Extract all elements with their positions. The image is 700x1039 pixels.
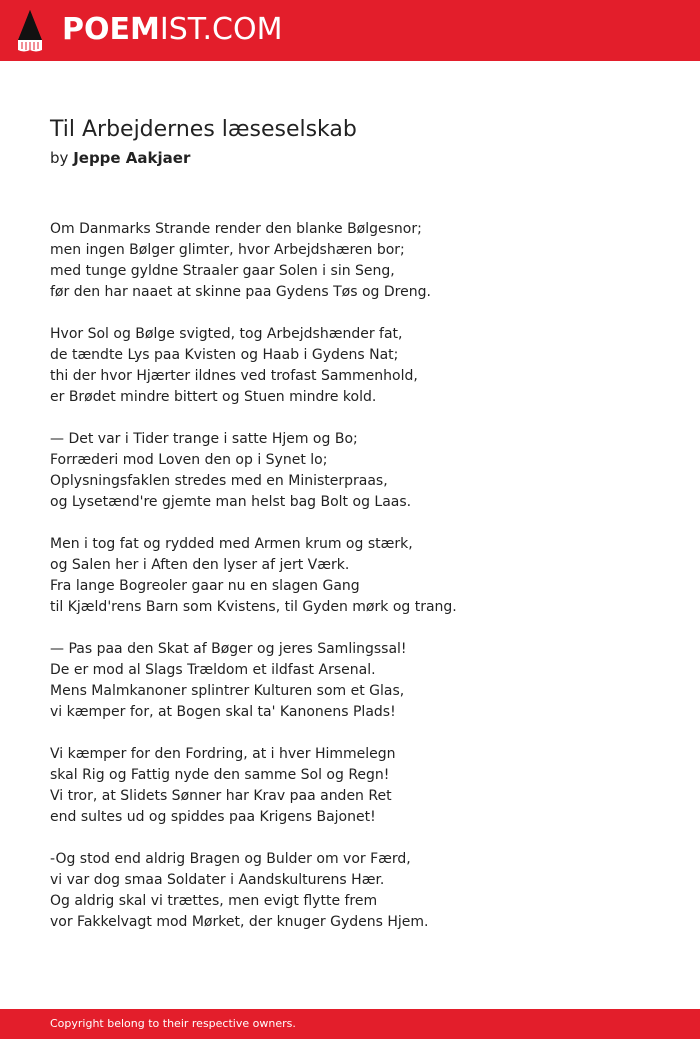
- pencil-tip-icon[interactable]: [16, 9, 44, 53]
- stanza: [50, 849, 670, 933]
- poem-line: vi kæmper for, at Bogen skal ta' Kanonens Plads!: [50, 704, 396, 720]
- poem-line: men ingen Bølger glimter, hvor Arbejdshæren bor;: [50, 242, 405, 258]
- poem-line: — Det var i Tider trange i satte Hjem og Bo;: [50, 431, 358, 447]
- poem-line: Om Danmarks Strande render den blanke Bølgesnor;: [50, 221, 422, 237]
- brand-bold: POEM: [62, 12, 160, 47]
- stanza: [50, 744, 670, 828]
- poem-line: Hvor Sol og Bølge svigted, tog Arbejdshænder fat,: [50, 326, 403, 342]
- poem-line: Oplysningsfaklen stredes med en Ministerpraas,: [50, 473, 388, 489]
- poem-line: Vi kæmper for den Fordring, at i hver Himmelegn: [50, 746, 396, 762]
- stanza: [50, 639, 670, 723]
- copyright-text: Copyright belong to their respective owners.: [50, 1017, 296, 1030]
- stanza: [50, 429, 670, 513]
- by-label: by: [50, 149, 69, 167]
- poem-line: skal Rig og Fattig nyde den samme Sol og Regn!: [50, 767, 390, 783]
- poem-line: vor Fakkelvagt mod Mørket, der knuger Gydens Hjem.: [50, 914, 429, 930]
- poem-line: før den har naaet at skinne paa Gydens Tøs og Dreng.: [50, 284, 431, 300]
- stanza: [50, 534, 670, 618]
- poem-line: med tunge gyldne Straaler gaar Solen i sin Seng,: [50, 263, 395, 279]
- poem-line: — Pas paa den Skat af Bøger og jeres Samlingssal!: [50, 641, 407, 657]
- poem-line: og Salen her i Aften den lyser af jert Værk.: [50, 557, 350, 573]
- brand-light: IST.COM: [159, 12, 283, 47]
- poem-line: Mens Malmkanoner splintrer Kulturen som et Glas,: [50, 683, 405, 699]
- poem-line: Og aldrig skal vi trættes, men evigt flytte frem: [50, 893, 378, 909]
- poem-line: til Kjæld'rens Barn som Kvistens, til Gyden mørk og trang.: [50, 599, 457, 615]
- poem-line: og Lysetænd're gjemte man helst bag Bolt og Laas.: [50, 494, 412, 510]
- poem-line: er Brødet mindre bittert og Stuen mindre kold.: [50, 389, 377, 405]
- stanza: [50, 219, 670, 303]
- site-logo-text[interactable]: [62, 12, 282, 48]
- poem-line: Forræderi mod Loven den op i Synet lo;: [50, 452, 328, 468]
- poem-line: end sultes ud og spiddes paa Krigens Bajonet!: [50, 809, 376, 825]
- poem-line: de tændte Lys paa Kvisten og Haab i Gydens Nat;: [50, 347, 399, 363]
- byline: [50, 149, 190, 167]
- poem-line: vi var dog smaa Soldater i Aandskulturens Hær.: [50, 872, 385, 888]
- poem-body: [50, 219, 670, 954]
- stanza: [50, 324, 670, 408]
- poem-line: thi der hvor Hjærter ildnes ved trofast Sammenhold,: [50, 368, 418, 384]
- site-footer: [0, 1009, 700, 1039]
- poem-line: Fra lange Bogreoler gaar nu en slagen Gang: [50, 578, 360, 594]
- site-header: [0, 0, 700, 61]
- poem-line: -Og stod end aldrig Bragen og Bulder om vor Færd,: [50, 851, 411, 867]
- poem-line: De er mod al Slags Trældom et ildfast Arsenal.: [50, 662, 376, 678]
- poem-title: Til Arbejdernes læseselskab: [50, 117, 357, 142]
- poem-line: Men i tog fat og rydded med Armen krum og stærk,: [50, 536, 413, 552]
- author-name: Jeppe Aakjaer: [73, 149, 191, 167]
- poem-line: Vi tror, at Slidets Sønner har Krav paa anden Ret: [50, 788, 392, 804]
